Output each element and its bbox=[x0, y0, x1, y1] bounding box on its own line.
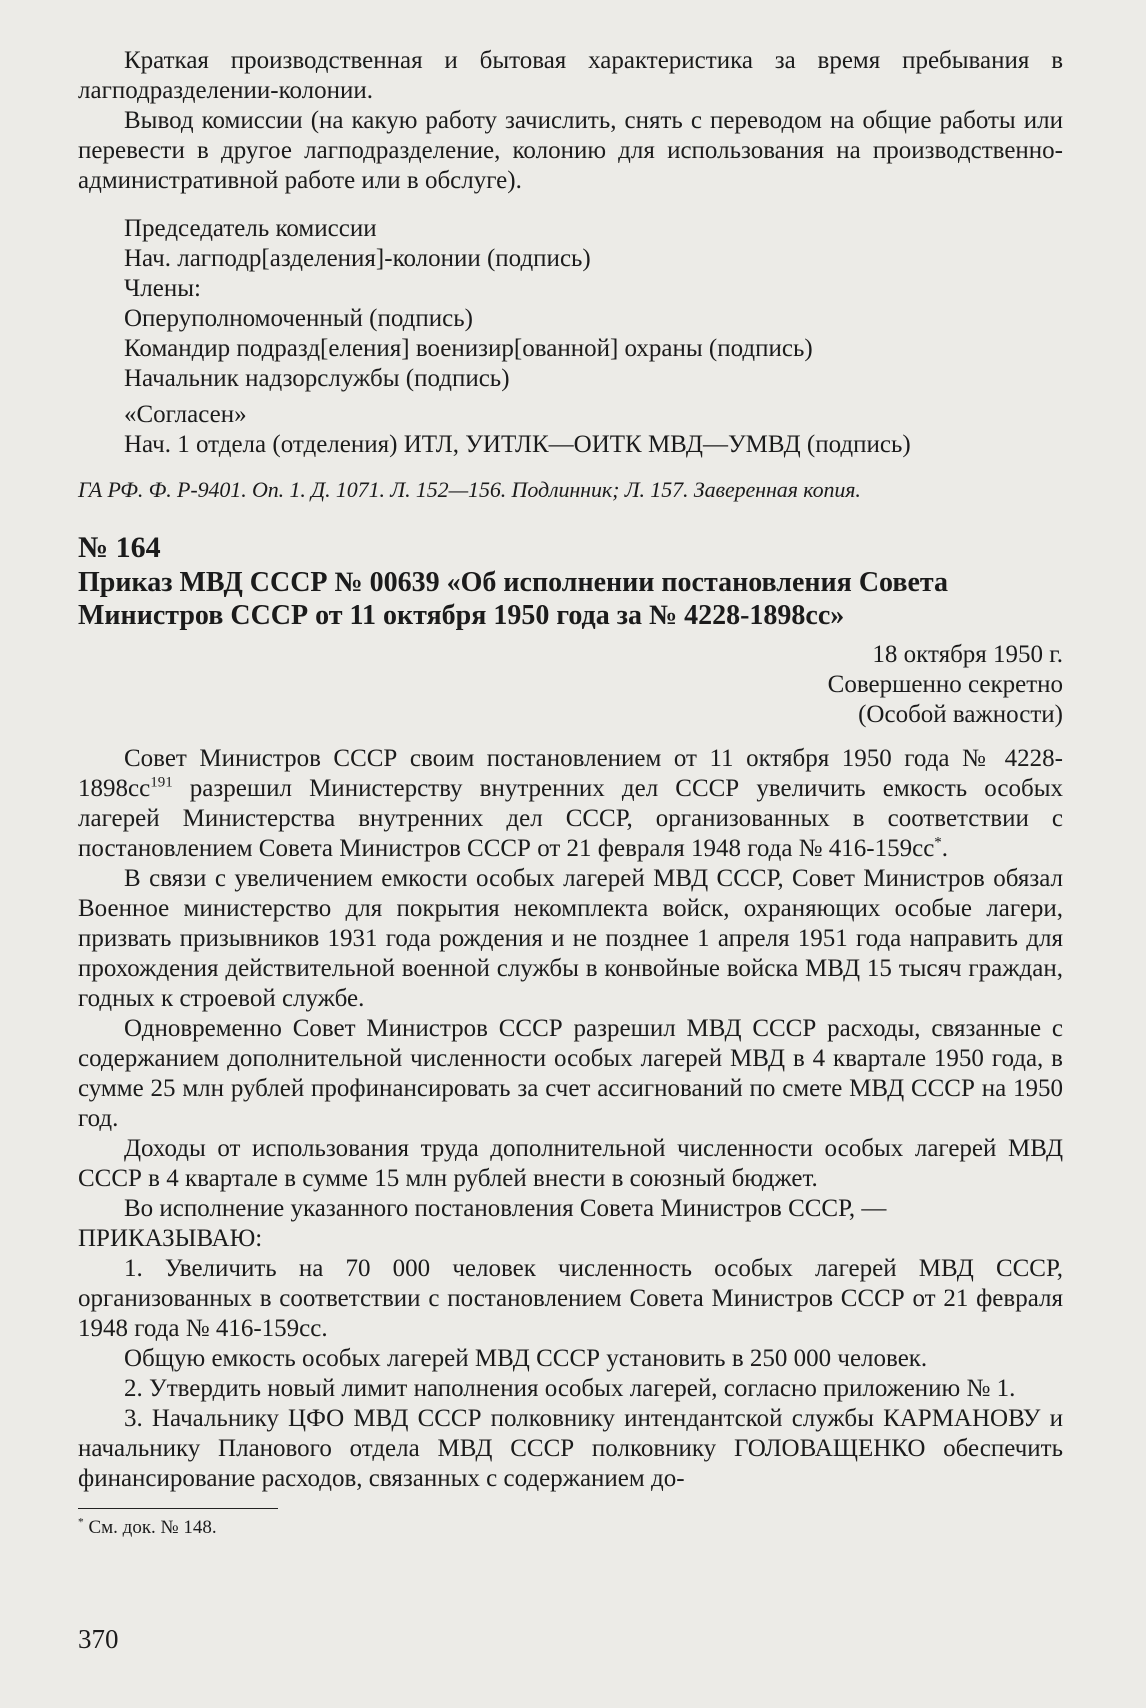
archive-reference: ГА РФ. Ф. Р-9401. Оп. 1. Д. 1071. Л. 152—156. Подлинник; Л. 157. Заверенная копия. bbox=[78, 477, 861, 502]
text-column bbox=[78, 46, 1063, 1541]
characteristic-line: Краткая производственная и бытовая характеристика за время пребывания в лагподразделении-колонии. bbox=[78, 47, 1063, 104]
commission-conclusion: Вывод комиссии (на какую работу зачислить, снять с переводом на общие работы или перевести в другое лагподразделение, колонию для использования на производственно-административной работе или в обслуге). bbox=[78, 107, 1063, 194]
document-date: 18 октября 1950 г. bbox=[872, 641, 1063, 668]
footnote-ref: * bbox=[934, 834, 942, 851]
paragraph-text: Совет Министров СССР своим постановлением от 11 октября 1950 года № 4228-1898сс bbox=[78, 745, 1063, 802]
order-item: 1. Увеличить на 70 000 человек численность особых лагерей МВД СССР, организованных в соответствии с постановлением Совета Министров СССР от 21 февраля 1948 года № 416-159сс. bbox=[78, 1255, 1063, 1342]
secrecy-stamp: Совершенно секретно bbox=[827, 671, 1063, 698]
endnote-ref: 191 bbox=[150, 774, 173, 791]
paragraph: Одновременно Совет Министров СССР разрешил МВД СССР расходы, связанные с содержанием дополнительной численности особых лагерей МВД в 4 квартале 1950 года, в сумме 25 млн рублей профинансировать за счет ассигнований по смете МВД СССР на 1950 год. bbox=[78, 1015, 1063, 1132]
secrecy-level: (Особой важности) bbox=[858, 701, 1063, 728]
page-number: 370 bbox=[78, 1624, 119, 1654]
footnote-text: См. док. № 148. bbox=[83, 1517, 217, 1538]
signature-block bbox=[78, 214, 1063, 460]
paragraph-text: . bbox=[941, 835, 949, 862]
signature-line: Начальник надзорслужбы (подпись) bbox=[124, 365, 510, 392]
document-title: Приказ МВД СССР № 00639 «Об исполнении постановления Совета Министров СССР от 11 октября 1950 года за № 4228-1898сс» bbox=[78, 567, 948, 631]
order-item: Общую емкость особых лагерей МВД СССР установить в 250 000 человек. bbox=[124, 1345, 928, 1372]
signature-line: «Согласен» bbox=[124, 401, 247, 428]
signature-line: Командир подразд[еления] военизир[ованной] охраны (подпись) bbox=[124, 335, 813, 362]
footnote bbox=[78, 1515, 1063, 1541]
paragraph bbox=[78, 744, 1063, 864]
order-item: 2. Утвердить новый лимит наполнения особых лагерей, согласно приложению № 1. bbox=[124, 1375, 1016, 1402]
signature-line: Председатель комиссии bbox=[124, 215, 377, 242]
paragraph-text: разрешил Министерству внутренних дел СССР увеличить емкость особых лагерей Министерства внутренних дел СССР, организованных в соответствии с постановлением Совета Министров СССР от 21 февраля 1948 года № 416-159сс bbox=[78, 775, 1063, 862]
signature-line: Оперуполномоченный (подпись) bbox=[124, 305, 473, 332]
paragraph: Во исполнение указанного постановления Совета Министров СССР, — bbox=[124, 1195, 887, 1222]
document-meta bbox=[78, 640, 1063, 730]
signature-line: Нач. 1 отдела (отделения) ИТЛ, УИТЛК—ОИТК МВД—УМВД (подпись) bbox=[124, 431, 911, 458]
paragraph: В связи с увеличением емкости особых лагерей МВД СССР, Совет Министров обязал Военное министерство для покрытия некомплекта войск, охраняющих особые лагери, призвать призывников 1931 года рождения и не позднее 1 апреля 1951 года направить для прохождения действительной военной службы в конвойные войска МВД 15 тысяч граждан, годных к строевой службе. bbox=[78, 865, 1063, 1012]
paragraph: Доходы от использования труда дополнительной численности особых лагерей МВД СССР в 4 квартале в сумме 15 млн рублей внести в союзный бюджет. bbox=[78, 1135, 1063, 1192]
order-heading: ПРИКАЗЫВАЮ: bbox=[78, 1225, 263, 1252]
footnote-divider bbox=[78, 1508, 278, 1509]
signature-line: Нач. лагподр[азделения]-колонии (подпись) bbox=[124, 245, 591, 272]
signature-line: Члены: bbox=[124, 275, 201, 302]
document-number: № 164 bbox=[78, 531, 161, 564]
order-item: 3. Начальнику ЦФО МВД СССР полковнику интендантской службы КАРМАНОВУ и начальнику Планового отдела МВД СССР полковнику ГОЛОВАЩЕНКО обеспечить финансирование расходов, связанных с содержанием до- bbox=[78, 1405, 1063, 1492]
footnote-mark: * bbox=[78, 1516, 84, 1529]
document-body bbox=[78, 744, 1063, 1494]
